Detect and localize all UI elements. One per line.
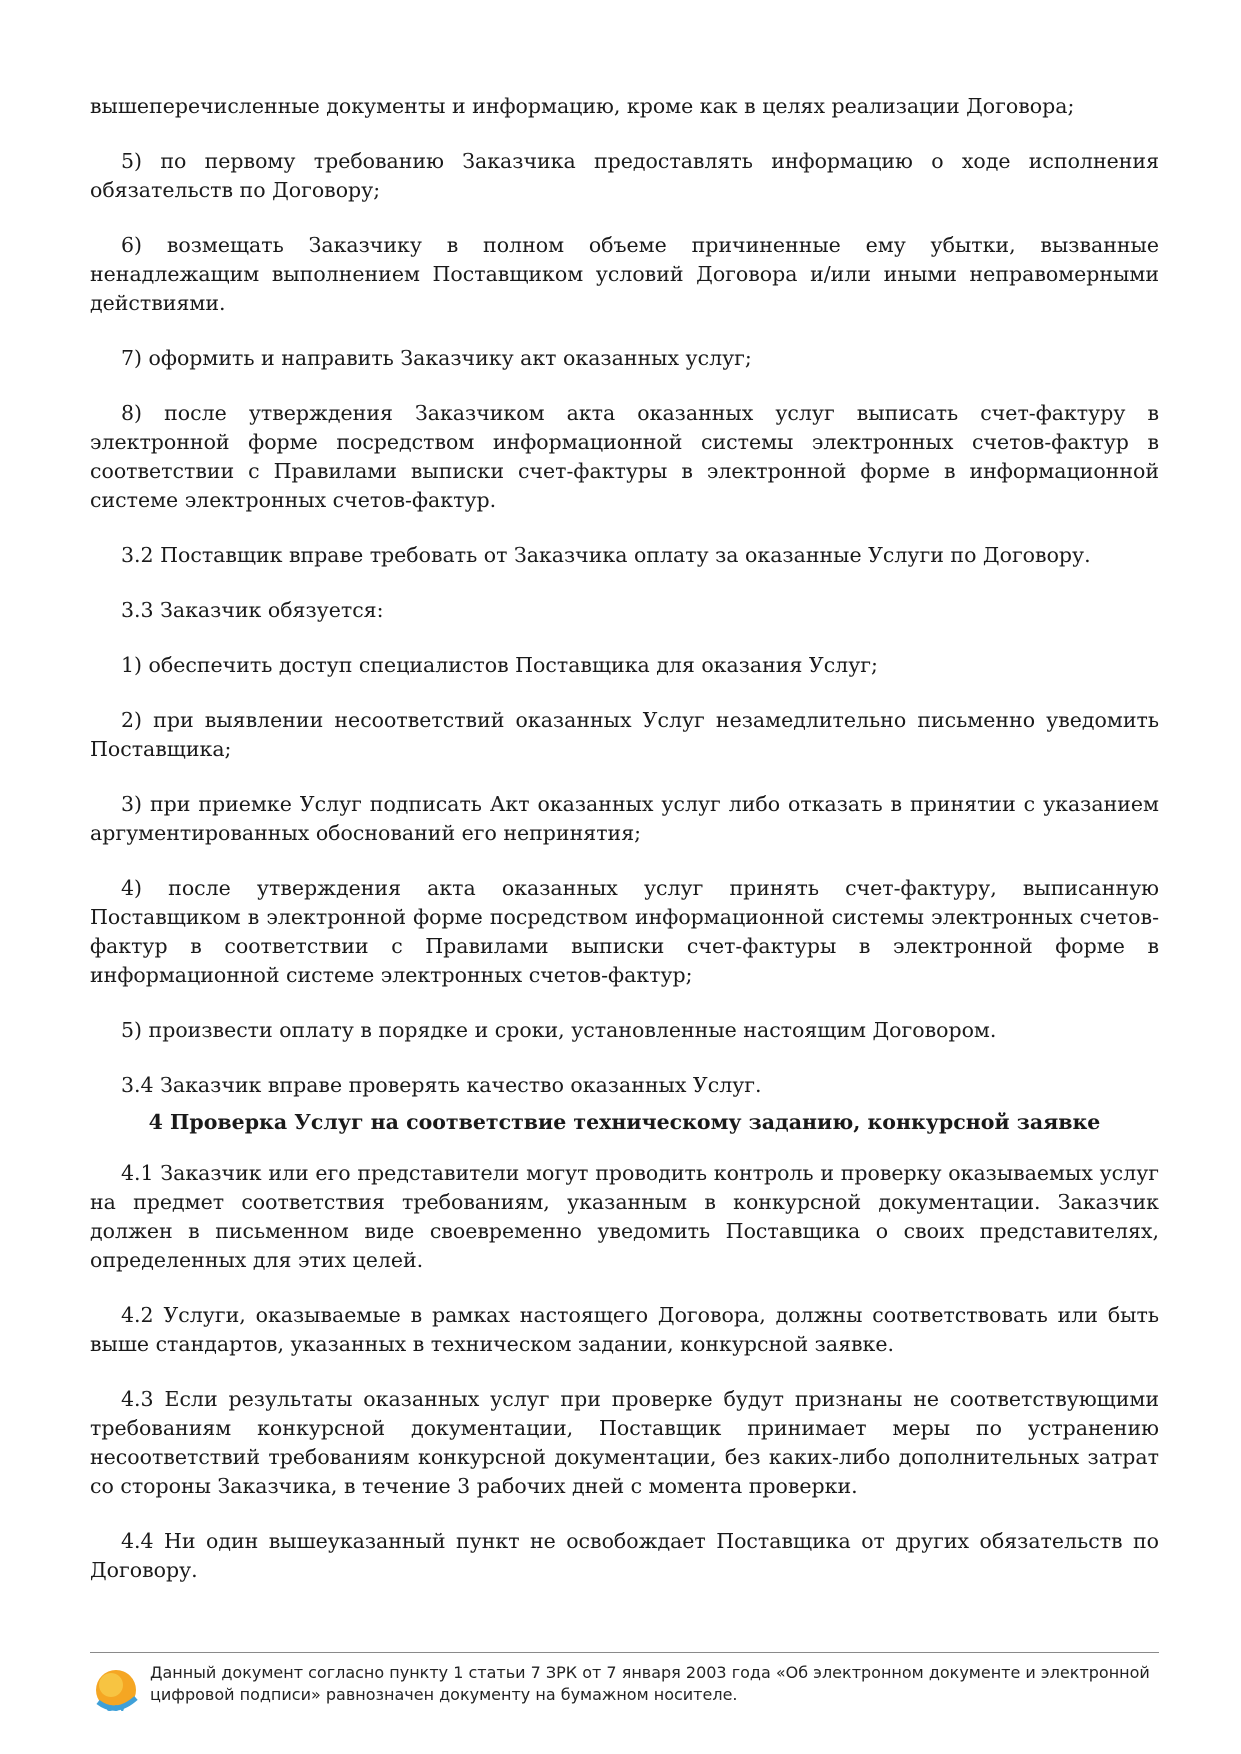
paragraph-3-4: 3.4 Заказчик вправе проверять качество оказанных Услуг. <box>121 1073 762 1097</box>
page-footer <box>92 1656 1159 1716</box>
paragraph-3-3-item-5: 5) произвести оплату в порядке и сроки, установленные настоящим Договором. <box>121 1018 997 1042</box>
paragraph-4-2: 4.2 Услуги, оказываемые в рамках настоящего Договора, должны соответствовать или быть выше стандартов, указанных в техническом задании, конкурсной заявке. <box>90 1303 1159 1356</box>
paragraph-continuation: вышеперечисленные документы и информацию, кроме как в целях реализации Договора; <box>90 94 1075 118</box>
paragraph-3-3-item-3: 3) при приемке Услуг подписать Акт оказанных услуг либо отказать в принятии с указанием аргументированных обоснований его непринятия; <box>90 792 1159 845</box>
paragraph-3-3-item-2: 2) при выявлении несоответствий оказанных Услуг незамедлительно письменно уведомить Поставщика; <box>90 708 1159 761</box>
paragraph-4-1: 4.1 Заказчик или его представители могут проводить контроль и проверку оказываемых услуг на предмет соответствия требованиям, указанным в конкурсной документации. Заказчик должен в письменном виде своевременно уведомить Поставщика о своих представителях, определенных для этих целей. <box>90 1161 1159 1272</box>
paragraph-item-7: 7) оформить и направить Заказчику акт оказанных услуг; <box>121 346 752 370</box>
paragraph-4-3: 4.3 Если результаты оказанных услуг при проверке будут признаны не соответствующими требованиям конкурсной документации, Поставщик принимает меры по устранению несоответствий требованиям конкурсной документации, без каких-либо дополнительных затрат со стороны Заказчика, в течение 3 рабочих дней с момента проверки. <box>90 1387 1159 1498</box>
svg-text:GOV: GOV <box>106 1704 126 1713</box>
paragraph-3-2: 3.2 Поставщик вправе требовать от Заказчика оплату за оказанные Услуги по Договору. <box>121 543 1091 567</box>
paragraph-item-5: 5) по первому требованию Заказчика предоставлять информацию о ходе исполнения обязательств по Договору; <box>90 149 1159 202</box>
paragraph-item-6: 6) возмещать Заказчику в полном объеме причиненные ему убытки, вызванные ненадлежащим выполнением Поставщиком условий Договора и/или иными неправомерными действиями. <box>90 233 1159 315</box>
footer-legal-notice: Данный документ согласно пункту 1 статьи 7 ЗРК от 7 января 2003 года «Об электронном документе и электронной цифровой подписи» равнозначен документу на бумажном носителе. <box>150 1663 1150 1704</box>
egov-logo-icon <box>92 1668 140 1714</box>
document-body <box>90 92 1159 1611</box>
paragraph-4-4: 4.4 Ни один вышеуказанный пункт не освобождает Поставщика от других обязательств по Договору. <box>90 1529 1159 1582</box>
paragraph-3-3-item-4: 4) после утверждения акта оказанных услуг принять счет-фактуру, выписанную Поставщиком в электронной форме посредством информационной системы электронных счетов-фактур в соответствии с Правилами выписки счет-фактуры в электронной форме в информационной системе электронных счетов-фактур; <box>90 876 1159 987</box>
footer-divider <box>90 1652 1159 1653</box>
paragraph-3-3-item-1: 1) обеспечить доступ специалистов Поставщика для оказания Услуг; <box>121 653 878 677</box>
paragraph-3-3: 3.3 Заказчик обязуется: <box>121 598 384 622</box>
section-4-heading: 4 Проверка Услуг на соответствие техническому заданию, конкурсной заявке <box>148 1110 1101 1134</box>
paragraph-item-8: 8) после утверждения Заказчиком акта оказанных услуг выписать счет-фактуру в электронной форме посредством информационной системы электронных счетов-фактур в соответствии с Правилами выписки счет-фактуры в электронной форме в информационной системе электронных счетов-фактур. <box>90 401 1159 512</box>
